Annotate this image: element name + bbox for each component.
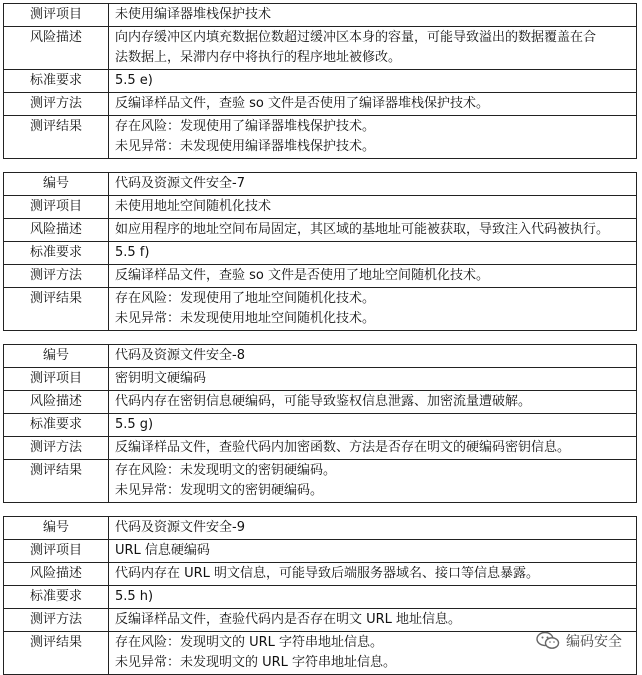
row-value: 代码及资源文件安全-7 (109, 173, 637, 196)
table-row (4, 70, 637, 93)
row-value: 5.5 g) (109, 414, 637, 437)
row-label: 测评结果 (4, 460, 109, 503)
row-label: 标准要求 (4, 242, 109, 265)
table-row (4, 173, 637, 196)
row-label: 编号 (4, 517, 109, 540)
row-value: 5.5 h) (109, 586, 637, 609)
value-line: 法数据上，呆滞内存中将执行的程序地址被修改。 (115, 50, 402, 65)
row-label: 风险描述 (4, 391, 109, 414)
row-label: 测评结果 (4, 288, 109, 331)
table-row (4, 345, 637, 368)
table-row (4, 563, 637, 586)
row-value: URL 信息硬编码 (109, 540, 637, 563)
value-line: 未见异常：发现明文的密钥硬编码。 (115, 483, 324, 498)
row-label: 测评项目 (4, 4, 109, 27)
table-row (4, 517, 637, 540)
table-row (4, 414, 637, 437)
table-row (4, 27, 637, 70)
row-value: 反编译样品文件，查验 so 文件是否使用了地址空间随机化技术。 (109, 265, 637, 288)
row-value: 代码及资源文件安全-8 (109, 345, 637, 368)
row-label: 测评方法 (4, 609, 109, 632)
row-value (109, 460, 637, 503)
table-row (4, 460, 637, 503)
row-label: 标准要求 (4, 414, 109, 437)
table-row (4, 93, 637, 116)
value-line: 向内存缓冲区内填充数据位数超过缓冲区本身的容量，可能导致溢出的数据覆盖在合 (115, 30, 597, 45)
watermark-text: 编码安全 (566, 634, 622, 650)
row-label: 测评结果 (4, 116, 109, 159)
row-label: 风险描述 (4, 219, 109, 242)
table-row (4, 4, 637, 27)
assessment-table-4 (3, 516, 637, 675)
row-value: 反编译样品文件，查验 so 文件是否使用了编译器堆栈保护技术。 (109, 93, 637, 116)
value-line: 未见异常：未发现使用地址空间随机化技术。 (115, 311, 376, 326)
assessment-table-2 (3, 172, 637, 331)
assessment-table-3 (3, 344, 637, 503)
table-row (4, 288, 637, 331)
table-row (4, 609, 637, 632)
value-line: 未见异常：未发现明文的 URL 字符串地址信息。 (115, 655, 397, 670)
row-label: 风险描述 (4, 563, 109, 586)
value-line: 存在风险：发现使用了编译器堆栈保护技术。 (115, 119, 376, 134)
table-row (4, 242, 637, 265)
row-label: 风险描述 (4, 27, 109, 70)
table-row (4, 368, 637, 391)
table-row (4, 196, 637, 219)
value-line: 存在风险：发现使用了地址空间随机化技术。 (115, 291, 376, 306)
row-label: 测评项目 (4, 196, 109, 219)
row-value: 反编译样品文件，查验代码内是否存在明文 URL 地址信息。 (109, 609, 637, 632)
table-row (4, 116, 637, 159)
row-label: 测评方法 (4, 437, 109, 460)
row-value: 反编译样品文件，查验代码内加密函数、方法是否存在明文的硬编码密钥信息。 (109, 437, 637, 460)
row-label: 测评项目 (4, 540, 109, 563)
row-value: 5.5 e) (109, 70, 637, 93)
row-value: 如应用程序的地址空间布局固定，其区域的基地址可能被获取，导致注入代码被执行。 (109, 219, 637, 242)
row-value: 代码内存在密钥信息硬编码，可能导致鉴权信息泄露、加密流量遭破解。 (109, 391, 637, 414)
row-value: 5.5 f) (109, 242, 637, 265)
row-label: 编号 (4, 345, 109, 368)
row-value: 代码及资源文件安全-9 (109, 517, 637, 540)
row-label: 测评方法 (4, 265, 109, 288)
table-row (4, 540, 637, 563)
row-value: 未使用编译器堆栈保护技术 (109, 4, 637, 27)
table-row (4, 391, 637, 414)
table-row (4, 265, 637, 288)
wechat-icon (536, 631, 560, 651)
row-value (109, 116, 637, 159)
row-label: 标准要求 (4, 586, 109, 609)
watermark (536, 631, 622, 651)
table-row (4, 437, 637, 460)
row-label: 编号 (4, 173, 109, 196)
row-value: 密钥明文硬编码 (109, 368, 637, 391)
value-line: 未见异常：未发现使用编译器堆栈保护技术。 (115, 139, 376, 154)
row-label: 标准要求 (4, 70, 109, 93)
row-value (109, 27, 637, 70)
row-label: 测评方法 (4, 93, 109, 116)
row-label: 测评项目 (4, 368, 109, 391)
row-label: 测评结果 (4, 632, 109, 675)
value-line: 存在风险：发现明文的 URL 字符串地址信息。 (115, 635, 384, 650)
row-value (109, 288, 637, 331)
row-value: 代码内存在 URL 明文信息，可能导致后端服务器域名、接口等信息暴露。 (109, 563, 637, 586)
value-line: 存在风险：未发现明文的密钥硬编码。 (115, 463, 337, 478)
table-row (4, 219, 637, 242)
assessment-table-1 (3, 3, 637, 159)
row-value: 未使用地址空间随机化技术 (109, 196, 637, 219)
table-row (4, 586, 637, 609)
